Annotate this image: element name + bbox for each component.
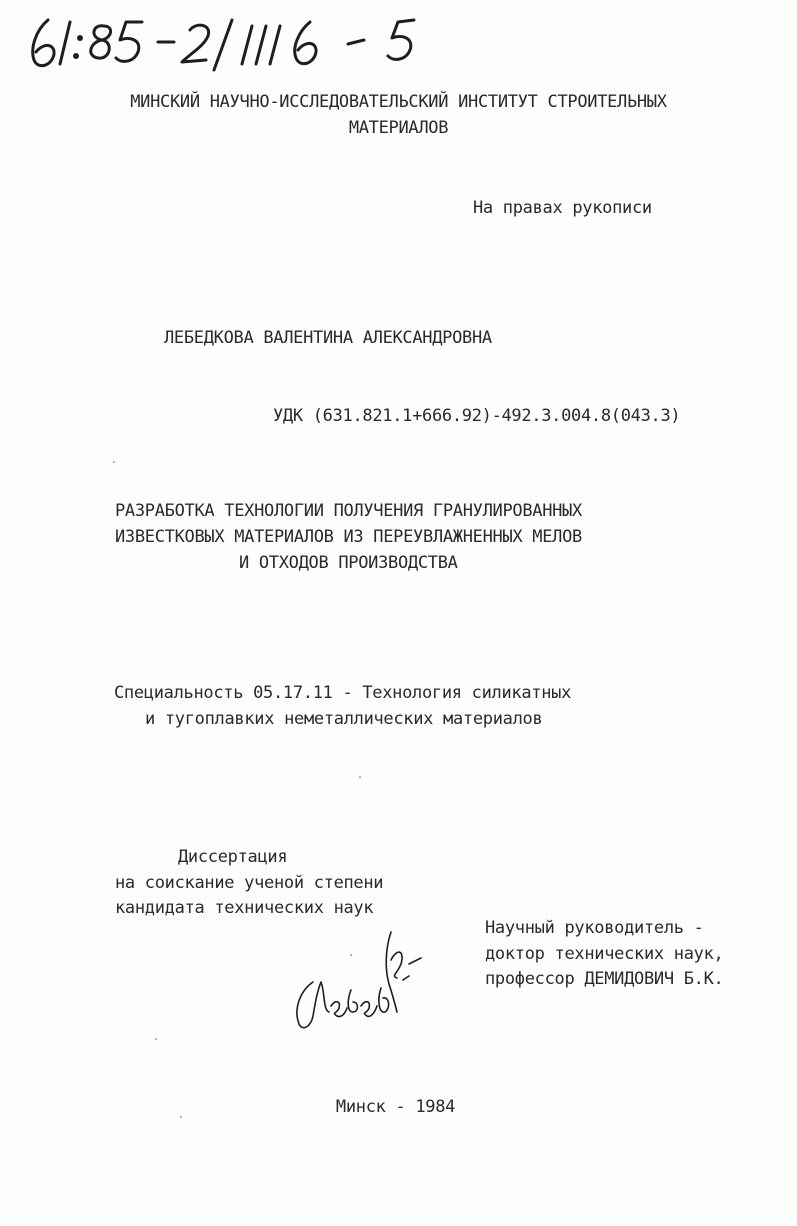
author-name: ЛЕБЕДКОВА ВАЛЕНТИНА АЛЕКСАНДРОВНА bbox=[164, 328, 492, 348]
handwritten-archive-number bbox=[18, 8, 438, 78]
title-line-1: РАЗРАБОТКА ТЕХНОЛОГИИ ПОЛУЧЕНИЯ ГРАНУЛИРОВАННЫХ bbox=[115, 501, 582, 521]
author-signature bbox=[285, 920, 435, 1035]
rights-note: На правах рукописи bbox=[473, 198, 652, 218]
supervisor-line-3: профессор ДЕМИДОВИЧ Б.К. bbox=[485, 969, 724, 989]
scan-speck bbox=[180, 1116, 182, 1118]
specialty-line-1: Специальность 05.17.11 - Технология силикатных bbox=[114, 683, 572, 703]
udc-code: УДК (631.821.1+666.92)-492.3.004.8(043.3) bbox=[273, 406, 681, 426]
institute-line-2: МАТЕРИАЛОВ bbox=[348, 118, 449, 138]
dissertation-line-1: Диссертация bbox=[178, 847, 288, 867]
supervisor-line-1: Научный руководитель - bbox=[485, 918, 704, 938]
scan-speck bbox=[155, 1038, 157, 1040]
place-and-year: Минск - 1984 bbox=[335, 1097, 456, 1117]
dissertation-line-3: кандидата технических наук bbox=[115, 898, 374, 918]
scan-speck bbox=[359, 776, 361, 778]
scan-speck bbox=[350, 954, 352, 956]
institute-line-1: МИНСКИЙ НАУЧНО-ИССЛЕДОВАТЕЛЬСКИЙ ИНСТИТУТ СТРОИТЕЛЬНЫХ bbox=[130, 92, 667, 112]
title-line-2: ИЗВЕСТКОВЫХ МАТЕРИАЛОВ ИЗ ПЕРЕУВЛАЖНЕННЫХ МЕЛОВ bbox=[115, 527, 582, 547]
title-line-3: И ОТХОДОВ ПРОИЗВОДСТВА bbox=[239, 553, 458, 573]
supervisor-line-2: доктор технических наук, bbox=[485, 944, 724, 964]
specialty-line-2: и тугоплавких неметаллических материалов bbox=[145, 709, 543, 729]
scan-speck bbox=[113, 461, 115, 463]
dissertation-line-2: на соискание ученой степени bbox=[115, 873, 384, 893]
